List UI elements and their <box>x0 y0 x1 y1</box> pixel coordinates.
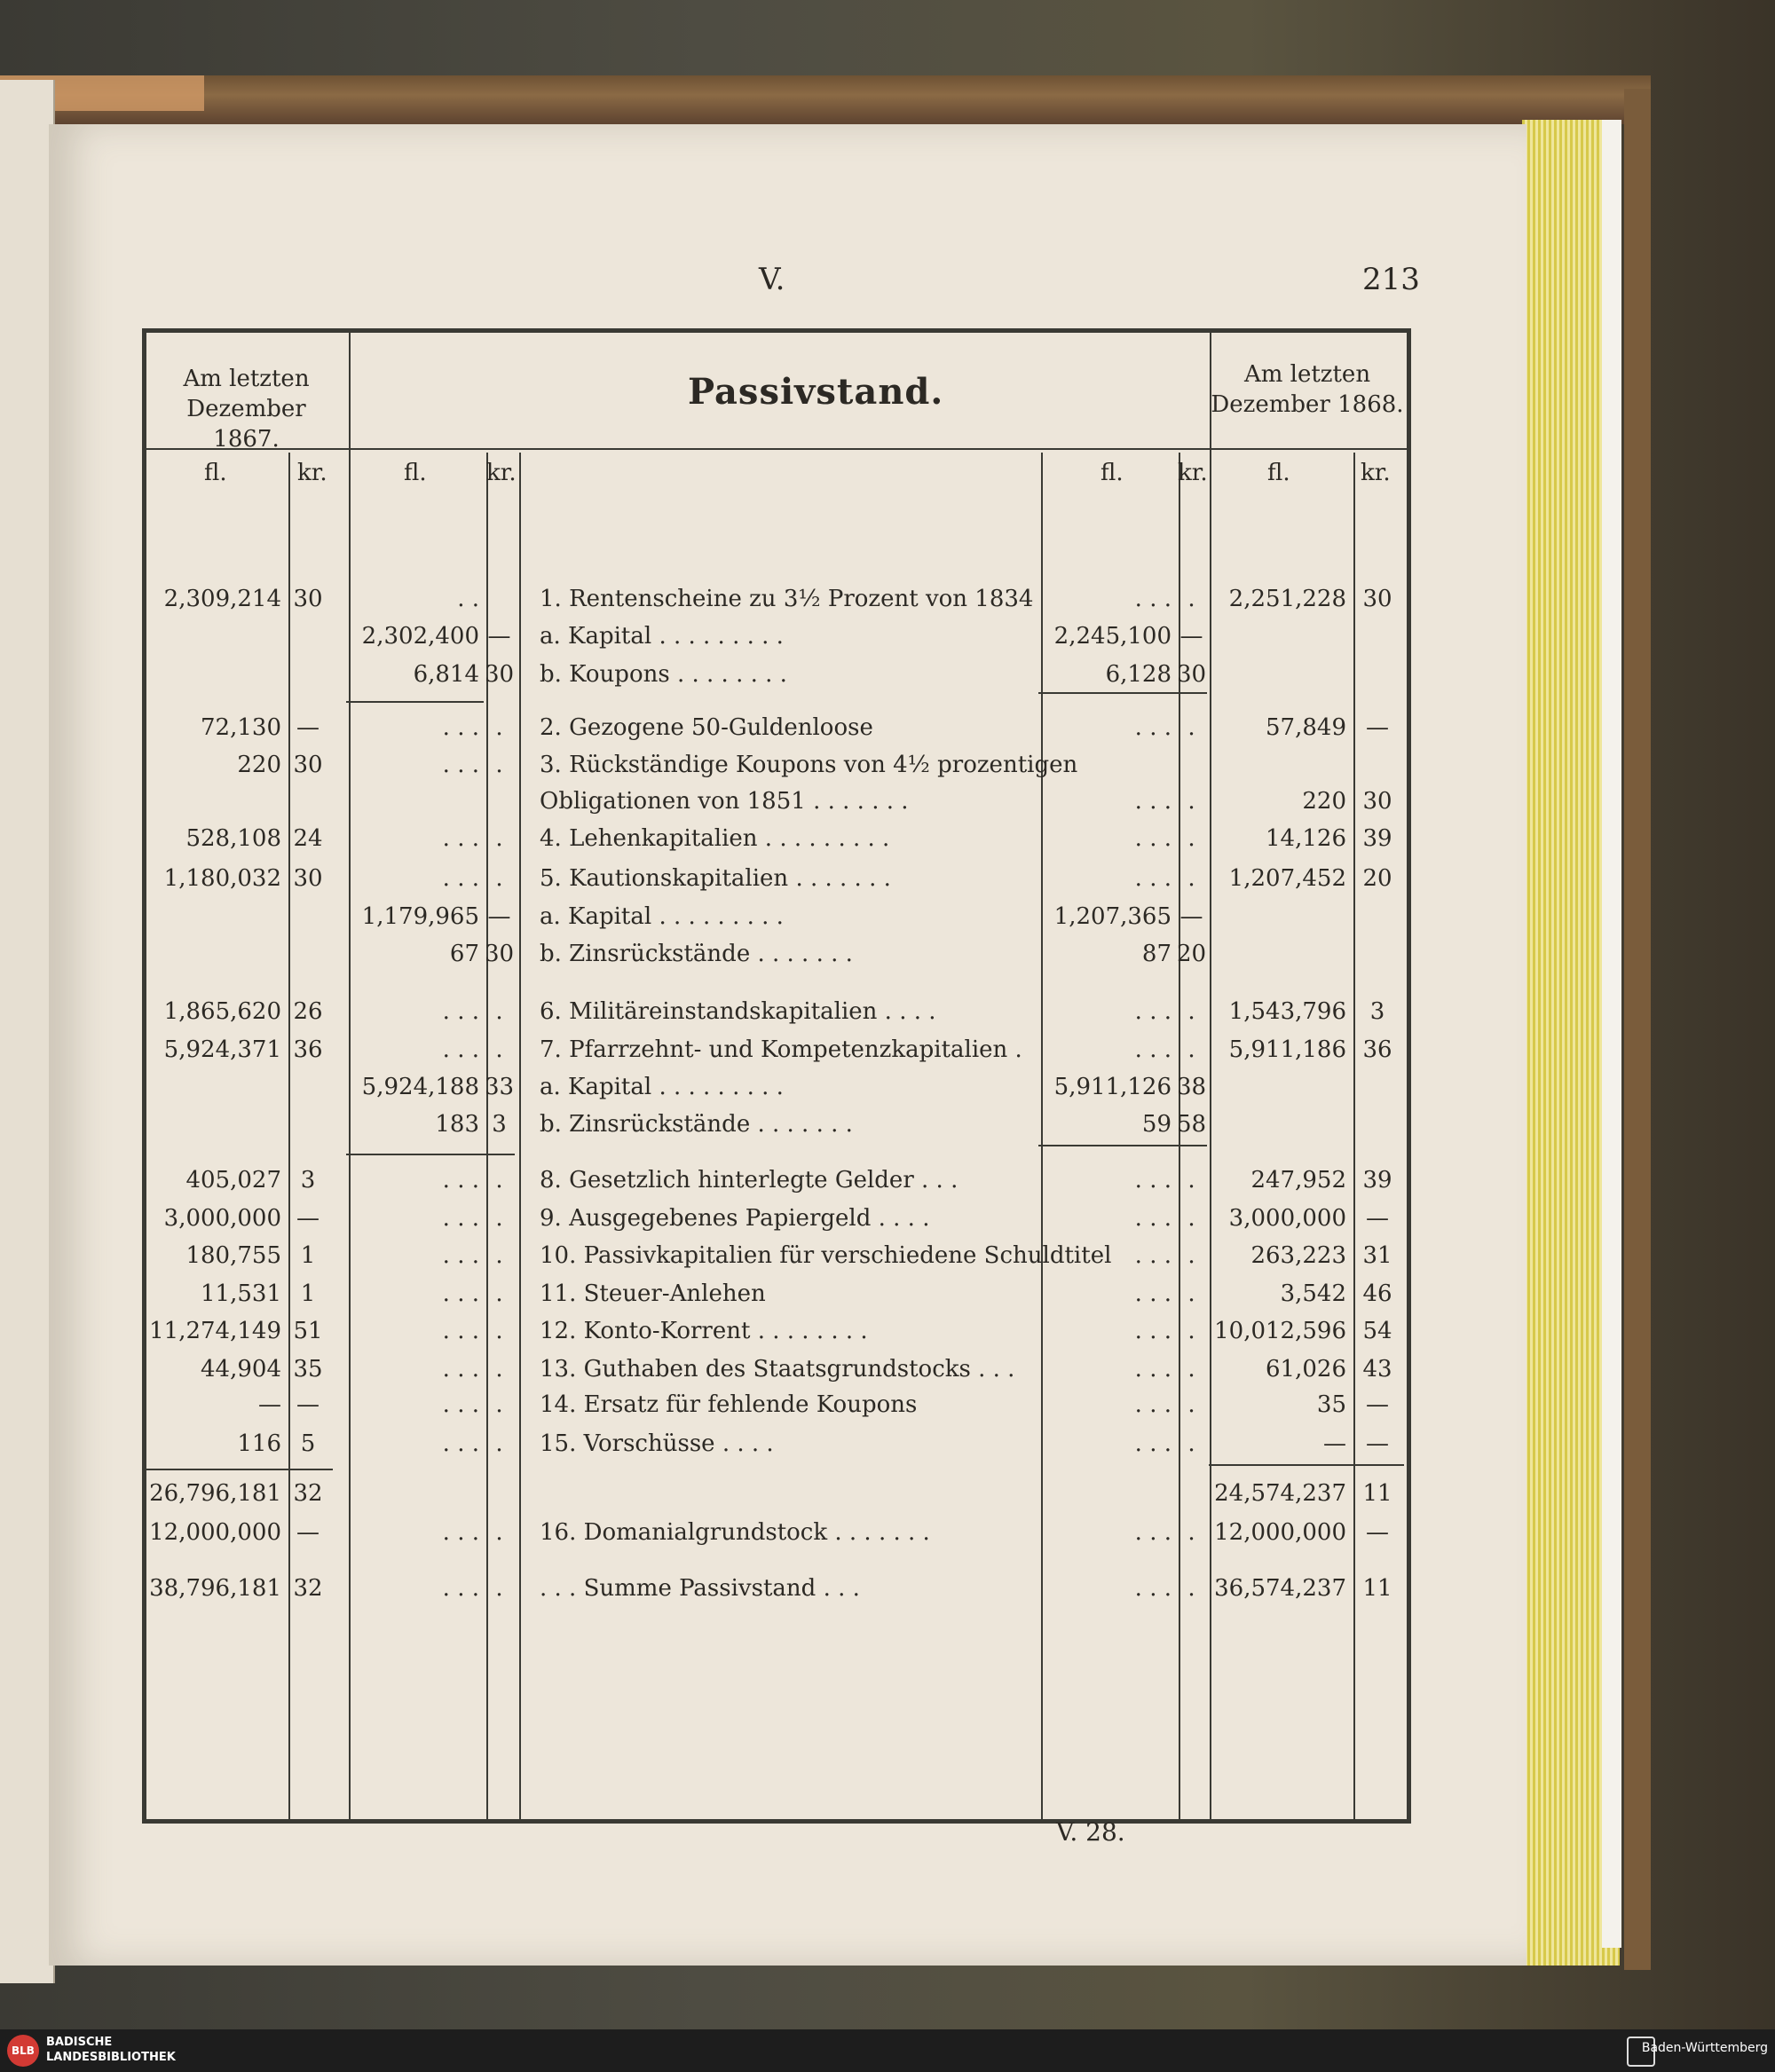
row-label: . . . Summe Passivstand . . . <box>540 1575 860 1602</box>
left-kr-value: 3 <box>300 1167 316 1194</box>
mid-kr-value: . <box>495 998 503 1025</box>
endpaper-edge <box>1602 120 1621 1948</box>
fig-kr-value: . <box>1187 788 1195 815</box>
mid-fl-value: . . . <box>442 1205 479 1232</box>
right-fl-value: 36,574,237 <box>1214 1575 1346 1602</box>
rule-label-end <box>1041 453 1043 1824</box>
row-label: 12. Konto-Korrent . . . . . . . . <box>540 1318 868 1344</box>
state-name: Baden-Württemberg <box>1641 2041 1768 2055</box>
right-kr-value: 20 <box>1362 865 1392 892</box>
fig-kr-value: 58 <box>1176 1111 1207 1138</box>
rule-left-kr <box>288 453 290 1824</box>
right-kr-value: 3 <box>1369 998 1385 1025</box>
fig-fl-value: . . . <box>1134 1205 1172 1232</box>
row-label: b. Zinsrückstände . . . . . . . <box>540 941 853 967</box>
fig-kr-value: 20 <box>1176 941 1207 967</box>
left-fl-value: 44,904 <box>201 1356 281 1383</box>
unit-kr-fig: kr. <box>1178 460 1208 486</box>
mid-fl-value: . . . <box>442 714 479 741</box>
right-kr-value: 30 <box>1362 586 1392 612</box>
fig-kr-value: . <box>1187 1356 1195 1383</box>
left-fl-value: 5,924,371 <box>163 1036 281 1063</box>
subtotal-rule <box>146 1469 333 1470</box>
fig-fl-value: . . . <box>1134 1280 1172 1307</box>
right-fl-value: 1,207,452 <box>1228 865 1346 892</box>
mid-kr-value: . <box>495 1280 503 1307</box>
mid-fl-value: . . . <box>442 1280 479 1307</box>
row-label: 10. Passivkapitalien für verschiedene Schuldtitel <box>540 1242 1112 1269</box>
facing-page-edge <box>0 80 55 1983</box>
left-kr-value: 1 <box>300 1242 316 1269</box>
left-kr-value: 30 <box>293 865 323 892</box>
right-column-head: Am letzten Dezember 1868. <box>1211 361 1404 418</box>
left-fl-value: 116 <box>237 1430 281 1457</box>
row-label: 4. Lehenkapitalien . . . . . . . . . <box>540 825 890 852</box>
unit-fl-fig: fl. <box>1100 460 1124 486</box>
right-kr-value: 11 <box>1362 1575 1392 1602</box>
fig-kr-value: — <box>1179 623 1203 650</box>
fig-fl-value: . . . <box>1134 825 1172 852</box>
fig-fl-value: 5,911,126 <box>1053 1074 1172 1100</box>
mid-fl-value: 183 <box>435 1111 479 1138</box>
mid-kr-value: . <box>495 865 503 892</box>
mid-fl-value: 67 <box>449 941 479 967</box>
row-label: 9. Ausgegebenes Papiergeld . . . . <box>540 1205 930 1232</box>
row-label: 14. Ersatz für fehlende Koupons <box>540 1391 918 1418</box>
mid-fl-value: 2,302,400 <box>361 623 479 650</box>
mid-kr-value: . <box>495 1519 503 1546</box>
rule-mid-end <box>519 453 521 1824</box>
mid-kr-value: . <box>495 1167 503 1194</box>
right-fl-value: 3,542 <box>1280 1280 1346 1307</box>
left-fl-value: 1,865,620 <box>163 998 281 1025</box>
subtotal-rule <box>1038 692 1207 694</box>
rule-fig-kr <box>1179 453 1180 1824</box>
right-fl-value: 24,574,237 <box>1214 1480 1346 1507</box>
rule-right-kr <box>1353 453 1355 1824</box>
mid-kr-value: . <box>495 1391 503 1418</box>
mid-fl-value: . . . <box>442 752 479 778</box>
subtotal-rule <box>346 701 484 703</box>
mid-kr-value: . <box>495 714 503 741</box>
left-fl-value: 12,000,000 <box>149 1519 281 1546</box>
fig-fl-value: 6,128 <box>1105 661 1172 688</box>
left-fl-value: 2,309,214 <box>163 586 281 612</box>
row-label: a. Kapital . . . . . . . . . <box>540 1074 784 1100</box>
left-column-head: Am letzten Dezember 1867. <box>183 366 310 453</box>
fig-kr-value: . <box>1187 1318 1195 1344</box>
left-fl-value: 11,274,149 <box>149 1318 281 1344</box>
right-kr-value: 46 <box>1362 1280 1392 1307</box>
fig-fl-value: . . . <box>1134 1167 1172 1194</box>
mid-fl-value: . . . <box>442 1356 479 1383</box>
unit-fl-left: fl. <box>204 460 227 486</box>
fig-kr-value: . <box>1187 1036 1195 1063</box>
row-label: 13. Guthaben des Staatsgrundstocks . . . <box>540 1356 1015 1383</box>
fig-fl-value: . . . <box>1134 1575 1172 1602</box>
right-fl-value: 57,849 <box>1266 714 1346 741</box>
mid-kr-value: — <box>487 623 511 650</box>
row-label: 11. Steuer-Anlehen <box>540 1280 766 1307</box>
mid-kr-value: . <box>495 1318 503 1344</box>
left-fl-value: 528,108 <box>185 825 281 852</box>
fig-kr-value: . <box>1187 586 1195 612</box>
mid-kr-value: . <box>495 1242 503 1269</box>
fig-fl-value: . . . <box>1134 586 1172 612</box>
mid-kr-value: 3 <box>492 1111 507 1138</box>
left-kr-value: 32 <box>293 1575 323 1602</box>
fig-fl-value: . . . <box>1134 788 1172 815</box>
fig-kr-value: . <box>1187 865 1195 892</box>
left-fl-value: 220 <box>237 752 281 778</box>
row-label: 16. Domanialgrundstock . . . . . . . <box>540 1519 930 1546</box>
right-fl-value: 61,026 <box>1266 1356 1346 1383</box>
right-kr-value: — <box>1366 1391 1389 1418</box>
fig-kr-value: . <box>1187 1430 1195 1457</box>
fig-fl-value: . . . <box>1134 1318 1172 1344</box>
fig-fl-value: . . . <box>1134 998 1172 1025</box>
mid-kr-value: . <box>495 1356 503 1383</box>
left-fl-value: — <box>258 1391 281 1418</box>
right-fl-value: 14,126 <box>1266 825 1346 852</box>
row-label: 15. Vorschüsse . . . . <box>540 1430 774 1457</box>
left-fl-value: 180,755 <box>185 1242 281 1269</box>
mid-fl-value: . . . <box>442 1519 479 1546</box>
subtotal-rule <box>346 1154 515 1155</box>
row-label: 7. Pfarrzehnt- und Kompetenzkapitalien . <box>540 1036 1022 1063</box>
fig-kr-value: — <box>1179 903 1203 930</box>
left-fl-value: 11,531 <box>201 1280 281 1307</box>
mid-fl-value: 5,924,188 <box>361 1074 479 1100</box>
left-fl-value: 1,180,032 <box>163 865 281 892</box>
page-number: 213 <box>1362 262 1420 297</box>
unit-fl-right: fl. <box>1267 460 1290 486</box>
fig-kr-value: 38 <box>1176 1074 1207 1100</box>
row-label: b. Koupons . . . . . . . . <box>540 661 787 688</box>
right-fl-value: 5,911,186 <box>1228 1036 1346 1063</box>
right-fl-value: 220 <box>1302 788 1346 815</box>
subtotal-rule <box>1209 1464 1404 1466</box>
left-kr-value: 24 <box>293 825 323 852</box>
mid-fl-value: . . . <box>442 998 479 1025</box>
right-fl-value: 3,000,000 <box>1228 1205 1346 1232</box>
unit-fl-mid: fl. <box>404 460 427 486</box>
row-label: a. Kapital . . . . . . . . . <box>540 903 784 930</box>
library-name: BADISCHE LANDESBIBLIOTHEK <box>46 2036 176 2064</box>
left-fl-value: 38,796,181 <box>149 1575 281 1602</box>
right-kr-value: 39 <box>1362 825 1392 852</box>
viewer-footer <box>0 2029 1775 2072</box>
fig-fl-value: . . . <box>1134 865 1172 892</box>
mid-kr-value: 30 <box>484 941 515 967</box>
mid-fl-value: . . <box>457 586 479 612</box>
right-kr-value: — <box>1366 1519 1389 1546</box>
book-cover-right <box>1624 89 1651 1970</box>
unit-kr-right: kr. <box>1361 460 1391 486</box>
left-kr-value: — <box>296 1391 320 1418</box>
right-fl-value: 1,543,796 <box>1228 998 1346 1025</box>
mid-fl-value: . . . <box>442 1242 479 1269</box>
row-label: 6. Militäreinstandskapitalien . . . . <box>540 998 936 1025</box>
right-fl-value: 10,012,596 <box>1214 1318 1346 1344</box>
blb-logo-icon: BLB <box>7 2035 39 2067</box>
fig-kr-value: . <box>1187 1519 1195 1546</box>
left-fl-value: 3,000,000 <box>163 1205 281 1232</box>
table-title: Passivstand. <box>688 371 944 413</box>
right-fl-value: 2,251,228 <box>1228 586 1346 612</box>
right-kr-value: 54 <box>1362 1318 1392 1344</box>
left-kr-value: — <box>296 1205 320 1232</box>
mid-kr-value: . <box>495 1205 503 1232</box>
row-label: 8. Gesetzlich hinterlegte Gelder . . . <box>540 1167 958 1194</box>
right-kr-value: — <box>1366 1205 1389 1232</box>
mid-kr-value: — <box>487 903 511 930</box>
mid-kr-value: . <box>495 1430 503 1457</box>
right-kr-value: 39 <box>1362 1167 1392 1194</box>
mid-fl-value: 1,179,965 <box>361 903 479 930</box>
right-fl-value: 247,952 <box>1250 1167 1346 1194</box>
mid-kr-value: 33 <box>484 1074 515 1100</box>
right-kr-value: 43 <box>1362 1356 1392 1383</box>
left-kr-value: — <box>296 1519 320 1546</box>
fig-fl-value: . . . <box>1134 1519 1172 1546</box>
right-kr-value: — <box>1366 714 1389 741</box>
row-label: 5. Kautionskapitalien . . . . . . . <box>540 865 891 892</box>
left-kr-value: 30 <box>293 752 323 778</box>
left-kr-value: 36 <box>293 1036 323 1063</box>
fig-kr-value: . <box>1187 1391 1195 1418</box>
left-kr-value: 51 <box>293 1318 323 1344</box>
fig-kr-value: . <box>1187 1280 1195 1307</box>
rule-mid-kr <box>486 453 488 1824</box>
left-fl-value: 26,796,181 <box>149 1480 281 1507</box>
unit-kr-left: kr. <box>297 460 327 486</box>
fig-fl-value: 1,207,365 <box>1053 903 1172 930</box>
fig-fl-value: 2,245,100 <box>1053 623 1172 650</box>
mid-fl-value: . . . <box>442 1575 479 1602</box>
unit-kr-mid: kr. <box>486 460 517 486</box>
mid-kr-value: 30 <box>484 661 515 688</box>
right-fl-value: 263,223 <box>1250 1242 1346 1269</box>
mid-fl-value: . . . <box>442 1036 479 1063</box>
left-kr-value: 1 <box>300 1280 316 1307</box>
mid-fl-value: . . . <box>442 1318 479 1344</box>
mid-fl-value: . . . <box>442 1430 479 1457</box>
right-fl-value: 35 <box>1316 1391 1346 1418</box>
row-label: a. Kapital . . . . . . . . . <box>540 623 784 650</box>
row-label: b. Zinsrückstände . . . . . . . <box>540 1111 853 1138</box>
book-cover-top <box>0 75 1651 124</box>
mid-kr-value: . <box>495 825 503 852</box>
fig-fl-value: 59 <box>1141 1111 1172 1138</box>
fig-kr-value: . <box>1187 825 1195 852</box>
right-kr-value: — <box>1366 1430 1389 1457</box>
mid-kr-value: . <box>495 1036 503 1063</box>
left-kr-value: 5 <box>300 1430 316 1457</box>
fig-fl-value: . . . <box>1134 1356 1172 1383</box>
mid-fl-value: . . . <box>442 1167 479 1194</box>
right-kr-value: 31 <box>1362 1242 1392 1269</box>
mid-fl-value: . . . <box>442 865 479 892</box>
mid-kr-value: . <box>495 1575 503 1602</box>
fig-fl-value: 87 <box>1141 941 1172 967</box>
fig-fl-value: . . . <box>1134 714 1172 741</box>
fig-kr-value: 30 <box>1176 661 1207 688</box>
left-kr-value: 26 <box>293 998 323 1025</box>
left-fl-value: 405,027 <box>185 1167 281 1194</box>
row-label: Obligationen von 1851 . . . . . . . <box>540 788 909 815</box>
mid-fl-value: 6,814 <box>413 661 479 688</box>
right-fl-value: — <box>1323 1430 1346 1457</box>
right-kr-value: 11 <box>1362 1480 1392 1507</box>
left-kr-value: — <box>296 714 320 741</box>
mid-fl-value: . . . <box>442 1391 479 1418</box>
left-kr-value: 35 <box>293 1356 323 1383</box>
row-label: 3. Rückständige Koupons von 4½ prozentigen <box>540 752 1078 778</box>
fig-kr-value: . <box>1187 714 1195 741</box>
subtotal-rule <box>1038 1145 1207 1146</box>
mid-fl-value: . . . <box>442 825 479 852</box>
fig-fl-value: . . . <box>1134 1036 1172 1063</box>
right-kr-value: 30 <box>1362 788 1392 815</box>
fig-kr-value: . <box>1187 1575 1195 1602</box>
left-fl-value: 72,130 <box>201 714 281 741</box>
fig-fl-value: . . . <box>1134 1430 1172 1457</box>
right-fl-value: 12,000,000 <box>1214 1519 1346 1546</box>
row-label: 1. Rentenscheine zu 3½ Prozent von 1834 <box>540 586 1034 612</box>
left-kr-value: 32 <box>293 1480 323 1507</box>
fig-kr-value: . <box>1187 1167 1195 1194</box>
right-kr-value: 36 <box>1362 1036 1392 1063</box>
fig-fl-value: . . . <box>1134 1391 1172 1418</box>
fig-kr-value: . <box>1187 1205 1195 1232</box>
left-kr-value: 30 <box>293 586 323 612</box>
signature-mark: V. 28. <box>1056 1817 1125 1847</box>
fig-kr-value: . <box>1187 998 1195 1025</box>
fig-kr-value: . <box>1187 1242 1195 1269</box>
row-label: 2. Gezogene 50-Guldenloose <box>540 714 873 741</box>
mid-kr-value: . <box>495 752 503 778</box>
section-heading: V. <box>759 262 785 297</box>
fig-fl-value: . . . <box>1134 1242 1172 1269</box>
